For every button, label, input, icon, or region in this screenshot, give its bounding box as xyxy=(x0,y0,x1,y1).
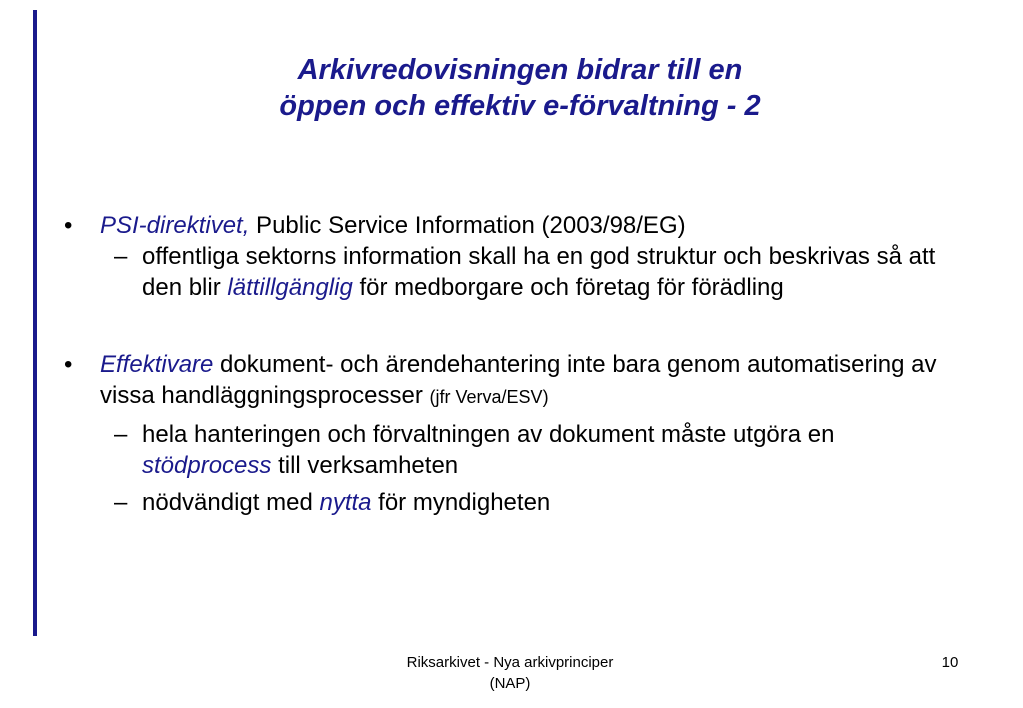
sub-bullet-text: för myndigheten xyxy=(371,489,551,516)
sub-bullet-text: hela hanteringen och förvaltningen av dokument måste utgöra en xyxy=(142,421,835,448)
sub-bullet-text: för medborgare och företag för förädling xyxy=(352,274,784,301)
bullet-text: dokument- och ärendehantering inte bara genom automatisering av vissa handläggningsprocesser xyxy=(100,351,937,409)
bullet-effektivare xyxy=(62,349,962,413)
sub-bullet-marker: – xyxy=(114,421,128,448)
sub-bullet-highlight: lättillgänglig xyxy=(227,274,353,301)
sub-bullet-highlight: nytta xyxy=(319,489,372,516)
bullet-reference-note: (jfr Verva/ESV) xyxy=(429,387,549,407)
footer-source-line-2: (NAP) xyxy=(489,675,531,692)
slide-content xyxy=(62,210,962,518)
sub-bullet-text: till verksamheten xyxy=(271,452,459,479)
slide-title-line-2: öppen och effektiv e-förvaltning - 2 xyxy=(279,90,761,122)
footer-source-line-1: Riksarkivet - Nya arkivprinciper xyxy=(406,654,614,671)
slide-title xyxy=(120,52,920,124)
sub-bullet-text: offentliga sektorns information skall ha en god struktur och beskrivas så att den blir xyxy=(142,243,936,301)
sub-bullet-hela-hanteringen xyxy=(62,419,962,481)
sub-bullet-marker: – xyxy=(114,243,128,270)
bullet-highlight: PSI-direktivet, xyxy=(100,212,250,239)
footer-source xyxy=(360,652,660,694)
sub-bullet-marker: – xyxy=(114,489,128,516)
sub-bullet-highlight: stödprocess xyxy=(142,452,272,479)
sub-bullet-nodvandigt xyxy=(62,487,962,518)
bullet-text: Public Service Information (2003/98/EG) xyxy=(249,212,686,239)
spacer xyxy=(62,303,962,349)
bullet-marker: • xyxy=(64,351,73,378)
bullet-psi-direktivet xyxy=(62,210,962,241)
page-number: 10 xyxy=(941,654,959,671)
bullet-marker: • xyxy=(64,212,73,239)
sub-bullet-text: nödvändigt med xyxy=(142,489,320,516)
slide-title-line-1: Arkivredovisningen bidrar till en xyxy=(297,54,743,86)
bullet-highlight: Effektivare xyxy=(100,351,214,378)
slide-side-bar xyxy=(33,10,37,636)
sub-bullet-offentliga xyxy=(62,241,962,303)
